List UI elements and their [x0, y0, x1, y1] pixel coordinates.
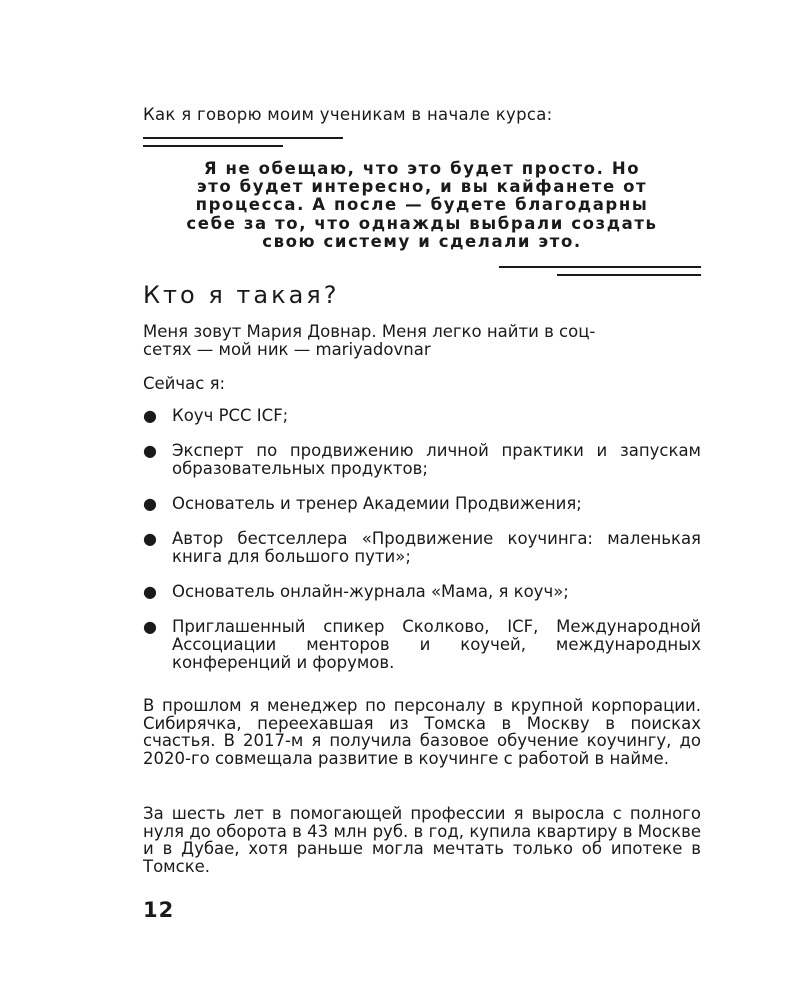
now-label: Сейчас я:: [143, 374, 226, 393]
bullet-icon: ●: [143, 582, 157, 601]
intro-line: Как я говорю моим ученикам в начале курса:: [143, 105, 553, 124]
list-item-text: Эксперт по продвижению личной практики и запускам образовательных продуктов;: [172, 441, 701, 478]
list-item: [143, 583, 701, 601]
list-item-text: Коуч PCC ICF;: [172, 406, 289, 425]
bullet-icon: ●: [143, 406, 157, 425]
pull-quote: [143, 160, 701, 251]
paragraph-result: За шесть лет в помогающей профессии я выросла с полного нуля до оборота в 43 млн руб. в год, купила квартиру в Москве и в Дубае, хотя раньше могла мечтать только об ипотеке в Томске.: [143, 804, 701, 876]
quote-line: это будет интересно, и вы кайфанете от: [196, 177, 648, 197]
list-item-text: Основатель онлайн-журнала «Мама, я коуч»;: [172, 582, 569, 601]
bullet-icon: ●: [143, 494, 157, 513]
quote-top-rule-long: [143, 137, 343, 139]
quote-line: процесса. А после — будете благодарны: [195, 195, 649, 215]
page-number: 12: [143, 898, 175, 922]
bullet-icon: ●: [143, 529, 157, 548]
bullet-icon: ●: [143, 617, 157, 636]
quote-line: себе за то, что однажды выбрали создать: [186, 213, 658, 233]
list-item-text: Приглашенный спикер Сколково, ICF, Международной Ассоциации менторов и коучей, международных конференций и форумов.: [172, 617, 701, 672]
quote-bottom-rule-short: [557, 274, 701, 276]
quote-bottom-rule-long: [499, 266, 701, 268]
book-page: [143, 0, 701, 1000]
achievements-list: [143, 407, 701, 689]
list-item: [143, 407, 701, 425]
list-item: [143, 618, 701, 672]
list-item-text: Основатель и тренер Академии Продвижения;: [172, 494, 582, 513]
list-item: [143, 495, 701, 513]
quote-top-rule-short: [143, 145, 283, 147]
list-item: [143, 442, 701, 478]
list-item: [143, 530, 701, 566]
paragraph-past: В прошлом я менеджер по персоналу в крупной корпорации. Сибирячка, переехавшая из Томска в Москву в поисках счастья. В 2017-м я получила базовое обучение коучингу, до 2020-го совмещала развитие в коучинге с работой в найме.: [143, 696, 701, 768]
quote-line: свою систему и сделали это.: [262, 231, 582, 251]
bullet-icon: ●: [143, 441, 157, 460]
intro-paragraph: Меня зовут Мария Довнар. Меня легко найти в соц- сетях — мой ник — mariyadovnar: [143, 322, 596, 359]
quote-line: Я не обещаю, что это будет просто. Но: [203, 159, 641, 178]
section-heading: Кто я такая?: [143, 281, 340, 309]
list-item-text: Автор бестселлера «Продвижение коучинга: маленькая книга для большого пути»;: [172, 529, 701, 566]
